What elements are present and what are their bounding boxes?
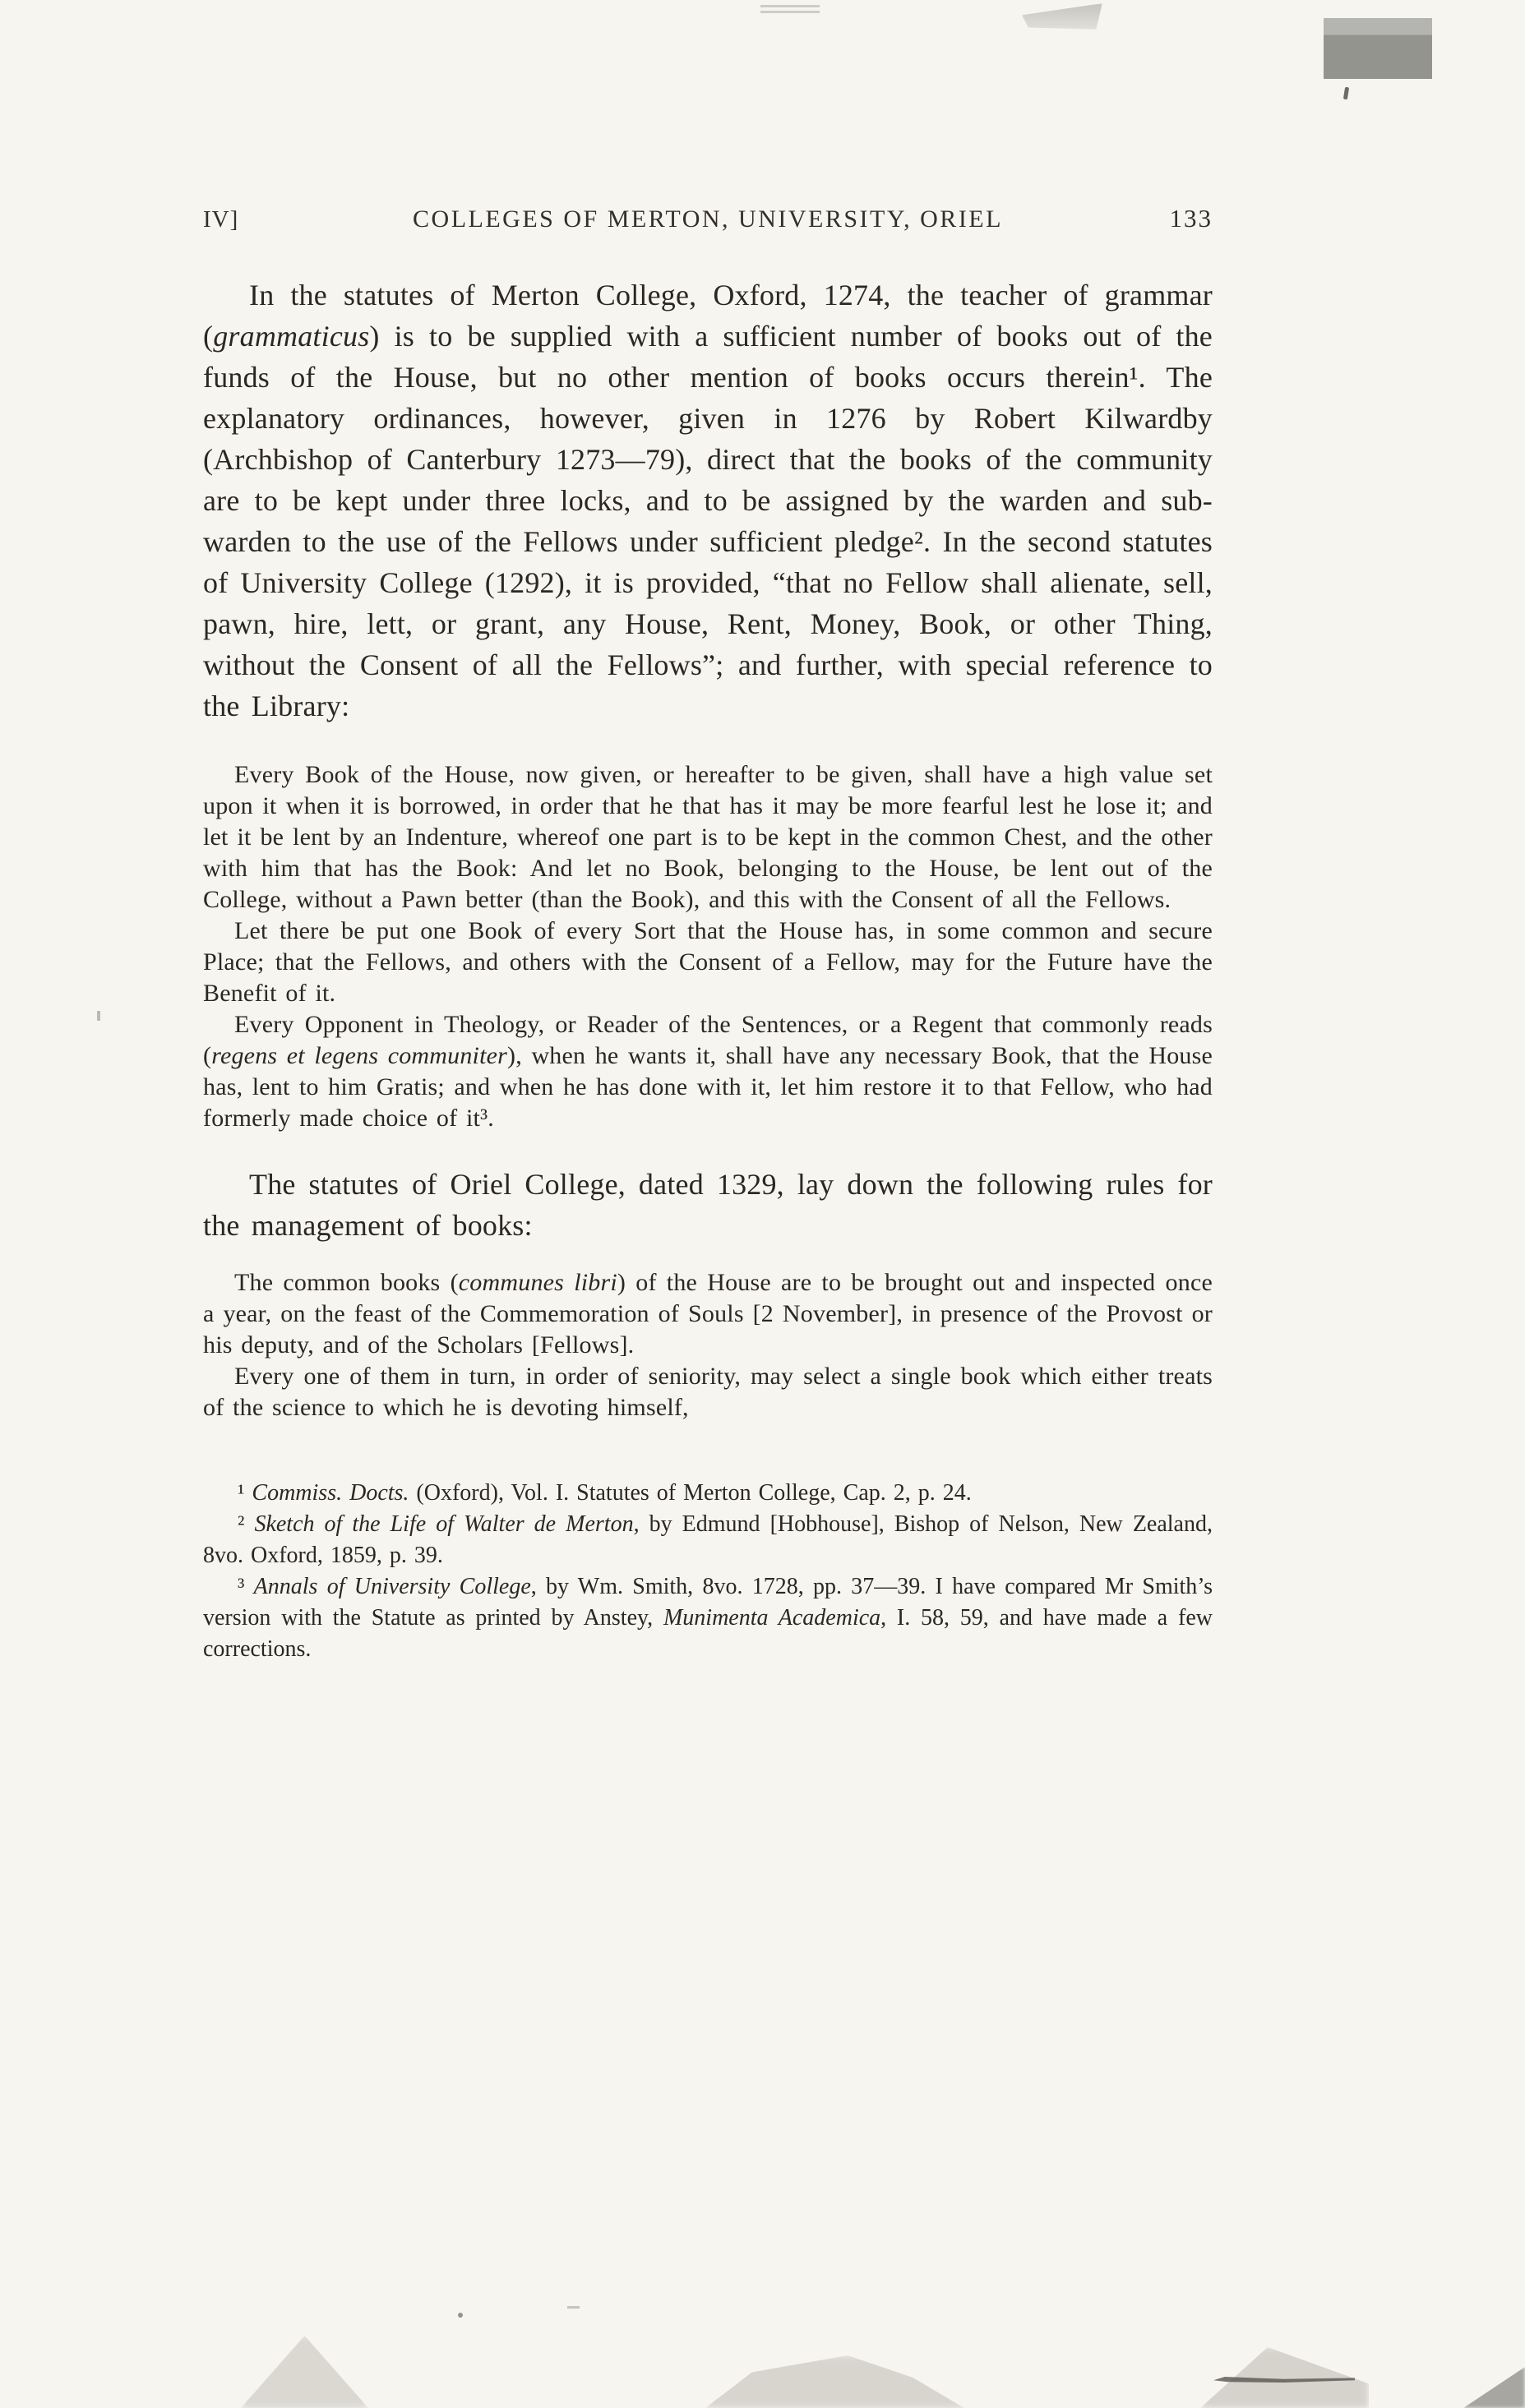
scan-artifact-bottom-corner bbox=[1463, 2367, 1525, 2408]
paragraph-oriel-statutes: The statutes of Oriel College, dated 1329, lay down the following rules for the management of books: bbox=[203, 1168, 1213, 1242]
footnote-3: ³ Annals of University College, by Wm. Smith, 8vo. 1728, pp. 37—39. I have compared Mr Smith’s version with the Statute as printed by Anstey, Munimenta Academica, I. 58, 59, and have made a few corrections. bbox=[203, 1574, 1213, 1662]
scan-artifact-bottom-dash bbox=[567, 2306, 580, 2309]
paragraph-merton-statutes: In the statutes of Merton College, Oxford, 1274, the teacher of grammar (grammaticus) is to be supplied with a sufficient number of books out of the funds of the House, but no other mention of books occurs therein¹. The explanatory ordinances, however, given in 1276 by Robert Kilwardby (Archbishop of Canterbury 1273—79), direct that the books of the community are to be kept under three locks, and to be assigned by the warden and sub-warden to the use of the Fellows under sufficient pledge². In the second statutes of University College (1292), it is provided, “that no Fellow shall alienate, sell, pawn, hire, lett, or grant, any House, Rent, Money, Book, or other Thing, without the Consent of all the Fellows”; and further, with special reference to the Library: bbox=[203, 279, 1213, 722]
footnote-2: ² Sketch of the Life of Walter de Merton, by Edmund [Hobhouse], Bishop of Nelson, New Zealand, 8vo. Oxford, 1859, p. 39. bbox=[203, 1511, 1213, 1568]
quote-every-opponent: Every Opponent in Theology, or Reader of the Sentences, or a Regent that commonly reads (regens et legens communiter), when he wants it, shall have any necessary Book, that the House has, lent to him Gratis; and when he has done with it, let him restore it to that Fellow, who had formerly made choice of it³. bbox=[203, 1011, 1213, 1132]
scan-artifact-bottom-line bbox=[1213, 2377, 1355, 2383]
page-body bbox=[203, 274, 1213, 1423]
scan-artifact-bottom-smudge-center bbox=[705, 2355, 964, 2408]
section-signature: IV] bbox=[203, 206, 239, 233]
quote-every-one-in-turn: Every one of them in turn, in order of seniority, may select a single book which either treats of the science to which he is devoting himself, bbox=[203, 1363, 1213, 1421]
blockquote-university-statutes bbox=[203, 759, 1213, 1134]
quote-every-book: Every Book of the House, now given, or hereafter to be given, shall have a high value set upon it when it is borrowed, in order that he that has it may be more fearful lest he lose it; and let it be lent by an Indenture, whereof one part is to be kept in the common Chest, and the other with him that has the Book: And let no Book, belonging to the House, be lent out of the College, without a Pawn better (than the Book), and this with the Consent of all the Fellows. bbox=[203, 761, 1213, 913]
scan-artifact-right-tick bbox=[1343, 87, 1349, 100]
book-page bbox=[203, 204, 1213, 1665]
quote-let-there-be-put: Let there be put one Book of every Sort that the House has, in some common and secure Place; that the Fellows, and others with the Consent of a Fellow, may for the Future have the Benefit of it. bbox=[203, 917, 1213, 1007]
running-title: COLLEGES OF MERTON, UNIVERSITY, ORIEL bbox=[413, 205, 1003, 233]
scan-artifact-top-center-smudge bbox=[1022, 3, 1102, 30]
page-header bbox=[203, 204, 1213, 233]
blockquote-oriel-rules bbox=[203, 1267, 1213, 1423]
scan-artifact-left-margin-mark bbox=[97, 1011, 100, 1021]
scan-artifact-bottom-smudge-right bbox=[1200, 2347, 1369, 2408]
footnote-1: ¹ Commiss. Docts. (Oxford), Vol. I. Statutes of Merton College, Cap. 2, p. 24. bbox=[238, 1480, 972, 1506]
scan-artifact-top-left-smudge bbox=[760, 5, 820, 16]
quote-common-books: The common books (communes libri) of the House are to be brought out and inspected once a year, on the feast of the Commemoration of Souls [2 November], in presence of the Provost or his deputy, and of the Scholars [Fellows]. bbox=[203, 1269, 1213, 1359]
footnotes bbox=[203, 1478, 1213, 1665]
scan-artifact-bottom-smudge-left bbox=[241, 2336, 368, 2408]
scan-artifact-top-right-block bbox=[1324, 18, 1432, 79]
page-number: 133 bbox=[1169, 204, 1213, 233]
scan-artifact-bottom-dot bbox=[458, 2313, 463, 2318]
